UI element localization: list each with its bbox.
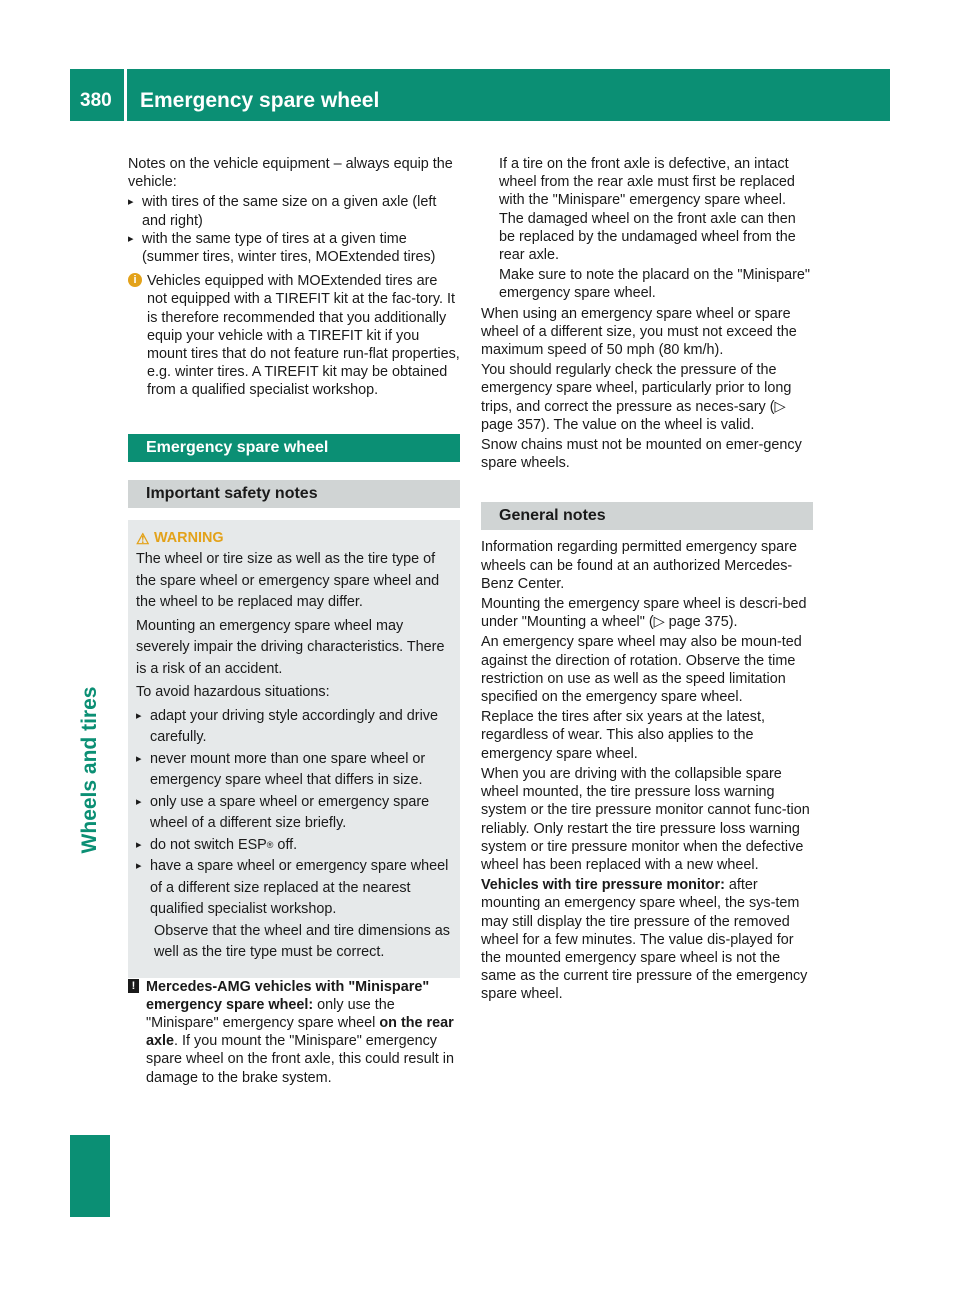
warning-text: Mounting an emergency spare wheel may severely impair the driving characteristics. There is a risk of an accident. xyxy=(136,617,445,677)
warning-title xyxy=(136,528,452,550)
chapter-tab xyxy=(70,650,110,890)
esp-text: do not switch ESP xyxy=(150,836,267,853)
note-text: only use the "Minispare" emergency spare wheel xyxy=(146,996,395,1032)
note-bold: Mercedes-AMG vehicles with "Minispare" emergency spare wheel: xyxy=(146,978,430,1013)
list-item xyxy=(136,835,452,857)
tpm-bold: Vehicles with tire pressure monitor: xyxy=(481,877,725,894)
note-bold: on the rear axle xyxy=(146,1015,454,1050)
chapter-tab-label: Wheels and tires xyxy=(78,686,101,854)
warning-text: Observe that the wheel and tire dimensions as well as the tire type must be correct. xyxy=(154,922,450,961)
tpm-text: after mounting an emergency spare wheel, the sys-tem may still display the tire pressure of the removed wheel for a few minutes. The value dis-played for the mounted emergency spare wheel is not the same as the current tire pressure of the emergency spare wheel. xyxy=(481,877,808,1003)
paragraph: If a tire on the front axle is defective, an intact wheel from the rear axle must first be replaced with the "Minispare" emergency spare wheel. The damaged wheel on the front axle can then be replaced by the undamaged wheel from the rear axle. xyxy=(499,156,796,264)
warning-text: The wheel or tire size as well as the tire type of the spare wheel or emergency spare wheel and the wheel to be replaced may differ. xyxy=(136,551,440,611)
registered-mark: ® xyxy=(266,839,274,850)
caution-note xyxy=(128,978,460,1087)
list-item: ▸ with tires of the same size on a given axle (left and right) xyxy=(128,193,460,229)
warning-triangle-icon: ⚠ xyxy=(136,530,150,548)
paragraph: Mounting the emergency spare wheel is descri-bed under "Mounting a wheel" (▷ page 375). xyxy=(481,596,807,631)
warning-list xyxy=(136,706,452,921)
paragraph: Make sure to note the placard on the "Minispare" emergency spare wheel. xyxy=(499,267,810,302)
intro-text: Notes on the vehicle equipment – always equip the vehicle: xyxy=(128,156,453,191)
page-title: Emergency spare wheel xyxy=(140,89,380,112)
warning-text: To avoid hazardous situations: xyxy=(136,684,330,701)
warning-title-text: WARNING xyxy=(154,529,224,546)
paragraph: An emergency spare wheel may also be moun-ted against the direction of rotation. Observe the time restriction on use as well as the speed limitation specified on the emergency spare wheel. xyxy=(481,634,802,706)
note-text: . If you mount the "Minispare" emergency spare wheel on the front axle, this could result in damage to the brake system. xyxy=(146,1033,454,1086)
paragraph: Snow chains must not be mounted on emer-gency spare wheels. xyxy=(481,437,802,472)
paragraph xyxy=(481,876,813,1003)
paragraph: Information regarding permitted emergency spare wheels can be found at an authorized Mercedes-Benz Center. xyxy=(481,539,797,592)
paragraph: When using an emergency spare wheel or spare wheel of a different size, you must not exceed the maximum speed of 50 mph (80 km/h). xyxy=(481,305,797,359)
list-item: ▸ adapt your driving style accordingly and drive carefully. xyxy=(136,706,452,749)
equipment-list xyxy=(128,193,460,266)
list-item: ▸ have a spare wheel or emergency spare wheel of a different size replaced at the nearest qualified specialist workshop. xyxy=(136,856,452,921)
subsection-heading: Important safety notes xyxy=(128,480,460,508)
section-heading: General notes xyxy=(481,502,813,530)
paragraph: When you are driving with the collapsible spare wheel mounted, the tire pressure loss warning system or the tire pressure monitor cannot func-tion reliably. Only restart the tire pressure loss warning system or tire pressure monitor when the defective wheel has been replaced with a new wheel. xyxy=(481,765,810,873)
page-number: 380 xyxy=(80,90,112,111)
left-column xyxy=(128,155,460,1089)
list-item: ▸ only use a spare wheel or emergency spare wheel of a different size briefly. xyxy=(136,792,452,835)
warning-box xyxy=(128,520,460,978)
chapter-marker xyxy=(70,1135,110,1217)
info-text: Vehicles equipped with MOExtended tires are not equipped with a TIREFIT kit at the fac-tory. It is therefore recommended that you additionally equip your vehicle with a TIREFIT kit if you mount tires that do not feature run-flat properties, e.g. winter tires. A TIREFIT kit may be obtained from a qualified specialist workshop. xyxy=(147,273,460,399)
right-column xyxy=(481,155,813,1006)
header-divider xyxy=(124,69,127,121)
info-note xyxy=(128,272,460,399)
paragraph: You should regularly check the pressure of the emergency spare wheel, particularly prior to long trips, and correct the pressure as neces-sary (▷ page 357). The value on the wheel is valid. xyxy=(481,362,792,433)
list-item: ▸ never mount more than one spare wheel or emergency spare wheel that differs in size. xyxy=(136,749,452,792)
info-icon: i xyxy=(128,273,142,287)
exclamation-icon: ! xyxy=(128,979,139,993)
section-heading: Emergency spare wheel xyxy=(128,434,460,462)
paragraph: Replace the tires after six years at the latest, regardless of wear. This also applies to the emergency spare wheel. xyxy=(481,709,765,762)
esp-text-end: off. xyxy=(273,836,298,853)
list-item: ▸ with the same type of tires at a given time (summer tires, winter tires, MOExtended tires) xyxy=(128,230,460,266)
